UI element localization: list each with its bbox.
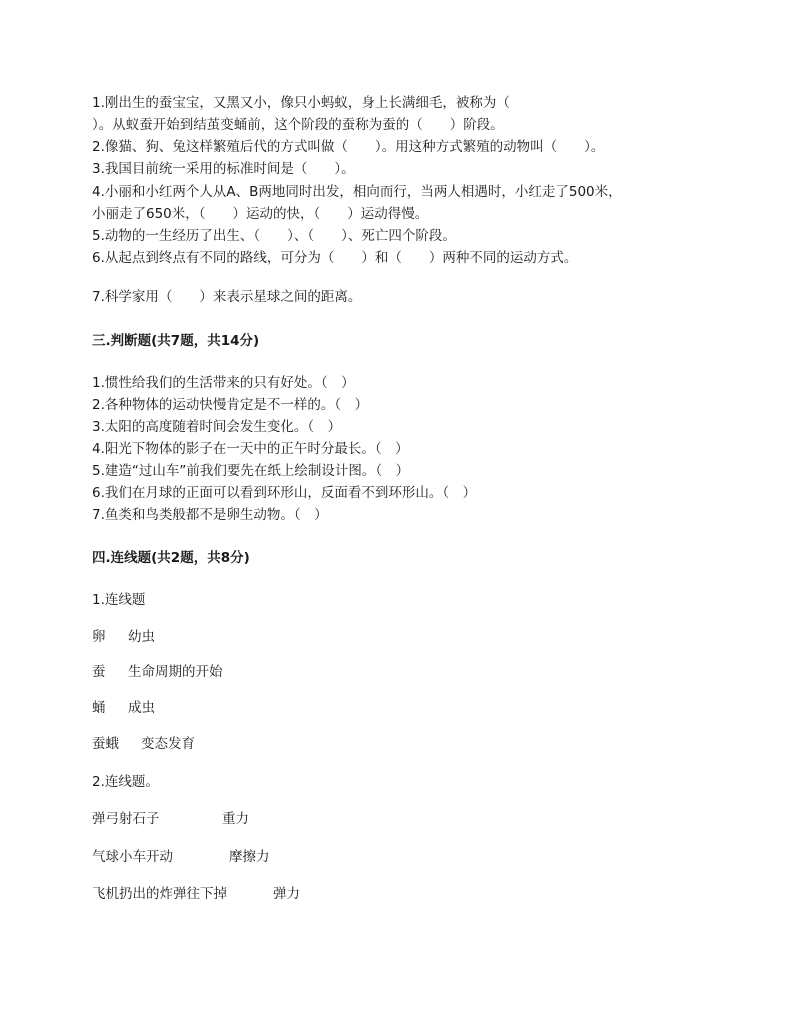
match-1-left-item: 蛹 (92, 700, 106, 716)
match-1-right-item: 幼虫 (128, 629, 155, 645)
judge-question-7: 7.鱼类和鸟类般都不是卵生动物。（ ） (92, 507, 328, 523)
judge-question-3: 3.太阳的高度随着时间会发生变化。（ ） (92, 419, 342, 435)
judge-question-1: 1.惯性给我们的生活带来的只有好处。（ ） (92, 375, 355, 391)
judge-section-heading: 三.判断题(共7题，共14分) (92, 333, 260, 349)
judge-question-6: 6.我们在月球的正面可以看到环形山，反面看不到环形山。（ ） (92, 485, 477, 501)
fill-question-6: 6.从起点到终点有不同的路线，可分为（ ）和（ ）两种不同的运动方式。 (92, 250, 578, 266)
match-question-2-title: 2.连线题。 (92, 774, 159, 790)
match-1-right-item: 成虫 (128, 700, 155, 716)
match-2-left-item: 气球小车开动 (92, 849, 173, 865)
match-2-right-item: 弹力 (273, 886, 300, 902)
fill-question-3: 3.我国目前统一采用的标准时间是（ ）。 (92, 161, 355, 177)
fill-question-5: 5.动物的一生经历了出生、（ ）、（ ）、死亡四个阶段。 (92, 228, 456, 244)
match-2-right-item: 重力 (222, 811, 249, 827)
judge-question-5: 5.建造“过山车”前我们要先在纸上绘制设计图。（ ） (92, 463, 410, 479)
match-2-left-item: 弹弓射石子 (92, 811, 160, 827)
fill-question-2: 2.像猫、狗、兔这样繁殖后代的方式叫做（ ）。用这种方式繁殖的动物叫（ ）。 (92, 139, 605, 155)
match-question-1-title: 1.连线题 (92, 592, 146, 608)
match-section-heading: 四.连线题(共2题，共8分) (92, 550, 250, 566)
fill-question-4-line-1: 4.小丽和小红两个人从A、B两地同时出发，相向而行，当两人相遇时，小红走了500米， (92, 184, 622, 200)
match-1-left-item: 卵 (92, 629, 106, 645)
match-1-left-item: 蚕蛾 (92, 736, 119, 752)
match-1-left-item: 蚕 (92, 664, 106, 680)
judge-question-2: 2.各种物体的运动快慢肯定是不一样的。（ ） (92, 397, 369, 413)
match-2-right-item: 摩擦力 (229, 849, 270, 865)
match-2-left-item: 飞机扔出的炸弹往下掉 (92, 886, 227, 902)
match-1-right-item: 生命周期的开始 (128, 664, 223, 680)
fill-question-4-line-2: 小丽走了650米，（ ）运动的快，（ ）运动得慢。 (92, 206, 429, 222)
match-1-right-item: 变态发育 (141, 736, 195, 752)
fill-question-7: 7.科学家用（ ）来表示星球之间的距离。 (92, 289, 362, 305)
judge-question-4: 4.阳光下物体的影子在一天中的正午时分最长。（ ） (92, 441, 409, 457)
fill-question-1-line-2: ）。从蚁蚕开始到结茧变蛹前，这个阶段的蚕称为蚕的（ ）阶段。 (92, 117, 504, 133)
fill-question-1-line-1: 1.刚出生的蚕宝宝，又黑又小，像只小蚂蚁，身上长满细毛，被称为（ (92, 95, 510, 111)
